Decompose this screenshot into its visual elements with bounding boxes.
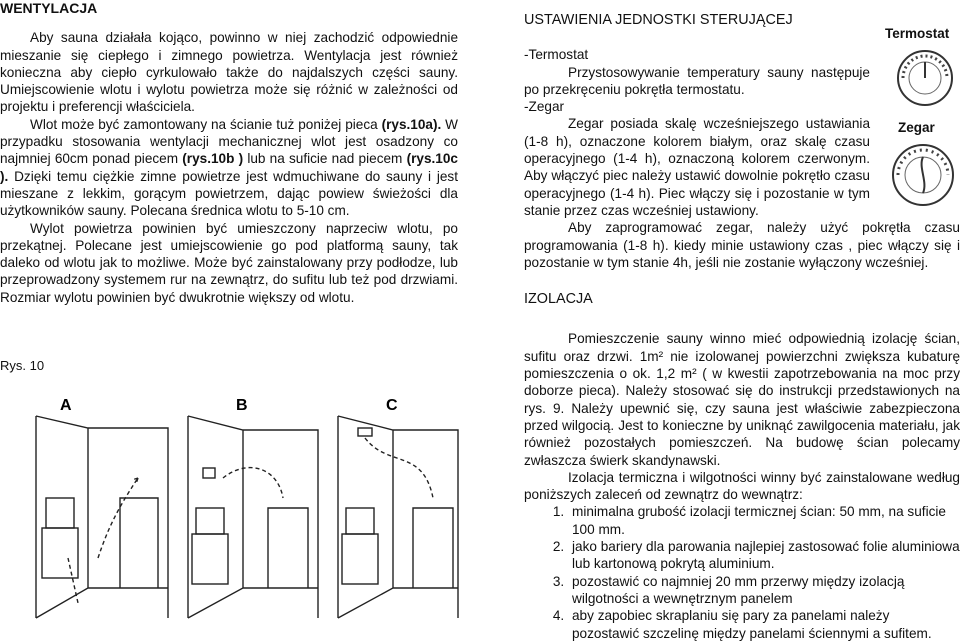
figure-c-label: C [386, 397, 398, 414]
zegar-text-2: Aby zaprogramować zegar, należy użyć pokrętła czasu programowania (1-8 h). kiedy minie ustawiony czas , piec włączy się i pozostanie w tym stanie 4h, jeśli nie zostanie wyłączony wcześniej. [524, 220, 960, 270]
ventilation-section [0, 0, 458, 306]
timer-dial-icon [890, 142, 956, 208]
fig-ref-10c: (rys.10c ). [0, 151, 458, 184]
ventilation-paragraph-3: Wylot powietrza powinien być umieszczony naprzeciw wlotu, po przekątnej. Polecane jest umiejscowienie go pod platformą sauny, tak daleko od wlotu jak to możliwe. Może być zainstalowany przy podłodze, lub przeprowadzony systemem rur na zewnątrz, do sufitu lub też pod drzwiami. Rozmiar wylotu powinien być dwukrotnie większy od wlotu. [0, 220, 458, 305]
section-title-control: USTAWIENIA JEDNOSTKI STERUJĄCEJ [524, 12, 793, 28]
figure-a-label: A [60, 397, 72, 414]
insulation-paragraph-2: Izolacja termiczna i wilgotności winny być zainstalowane według poniższych zaleceń od zewnątrz do wewnątrz: [524, 469, 960, 503]
insulation-paragraph-1: Pomieszczenie sauny winno mieć odpowiednią izolację ścian, sufitu oraz drzwi. 1m² nie izolowanej powierzchni zwiększa kubaturę pomieszczenia o ok. 1,2 m² ( w kwestii zapotrzebowania na moc przy doborze pieca). Należy stosować się do instrukcji przedstawionych na rys. 9. Należy upewnić się, czy sauna jest właściwie zabezpieczona przed wilgocią. Jest to konieczne by uniknąć zawilgocenia materiału, jak również pozostałych pomieszczeń. Na budowę ścian polecamy zwłaszcza świerk skandynawski. [524, 331, 960, 468]
list-item: 1. minimalna grubość izolacji termicznej ścian: 50 mm, na suficie 100 mm. [568, 503, 960, 538]
ventilation-figure [28, 388, 468, 620]
figure-b-sketch [188, 416, 318, 618]
insulation-list [524, 503, 960, 641]
termostat-label: Termostat [885, 26, 950, 41]
section-title-ventilation: WENTYLACJA [0, 0, 98, 16]
text-run: W przypadku stosowania wentylacji mechanicznej wlot jest osadzony co najmniej 60cm ponad piecem [0, 116, 458, 167]
figure-label: Rys. 10 [0, 358, 45, 373]
text-run: Wlot może być zamontowany na ścianie tuż poniżej pieca [30, 116, 382, 132]
text-run: Dzięki temu ciężkie zimne powietrze jest wdmuchiwane do sauny i jest mieszane z lekkim, gorącym powietrzem, dając powiew świeżości dla użytkowników sauny. Polecana średnica wlotu to 5-10 cm. [0, 168, 458, 219]
figure-b-label: B [236, 397, 248, 414]
termostat-text: Przystosowywanie temperatury sauny następuje po przekręceniu pokrętła termostatu. [524, 64, 870, 97]
fig-ref-10b: (rys.10b ) [182, 151, 244, 167]
section-title-insulation: IZOLACJA [524, 291, 593, 308]
list-item: 4. aby zapobiec skraplaniu się pary za panelami należy pozostawić szczelinę między panelami ściennymi a sufitem. [568, 607, 960, 642]
zegar-label: Zegar [898, 120, 935, 135]
list-item: 2. jako bariery dla parowania najlepiej zastosować folie aluminiowa lub kartonową pokrytą aluminium. [568, 538, 960, 573]
termostat-heading: -Termostat [524, 47, 589, 63]
figure-c-sketch [338, 416, 458, 618]
figure-a-sketch [36, 416, 168, 618]
termostat-block [524, 46, 870, 219]
thermostat-dial-icon [895, 48, 955, 108]
ventilation-paragraph-1: Aby sauna działała kojąco, powinno w niej zachodzić odpowiednie mieszanie się ciepłego i zimnego powietrza. Wentylacja jest również konieczna aby ciepło cyrkulowało także do najdalszych części sauny. Umiejscowienie wlotu i wylotu powietrza może się różnić w zależności od projektu i preferencji właściciela. [0, 30, 458, 115]
ventilation-paragraph-2 [0, 116, 458, 220]
fig-ref-10a: (rys.10a). [381, 116, 442, 132]
zegar-heading: -Zegar [524, 99, 565, 115]
list-item: 3. pozostawić co najmniej 20 mm przerwy między izolacją wilgotności a wewnętrznym panelem [568, 573, 960, 608]
text-run: lub na suficie nad piecem [243, 151, 407, 167]
zegar-text: Zegar posiada skalę wcześniejszego ustawiania (1-8 h), oznaczone kolorem białym, oraz skalę czasu operacyjnego (1-4 h), oznaczoną kolorem czerwonym. Aby włączyć piec należy ustawić dowolnie pokrętło czasu operacyjnego (1-4 h). Piec włączy się i pozostanie w tym stanie przez czas wcześniej ustawiony. [524, 116, 870, 218]
